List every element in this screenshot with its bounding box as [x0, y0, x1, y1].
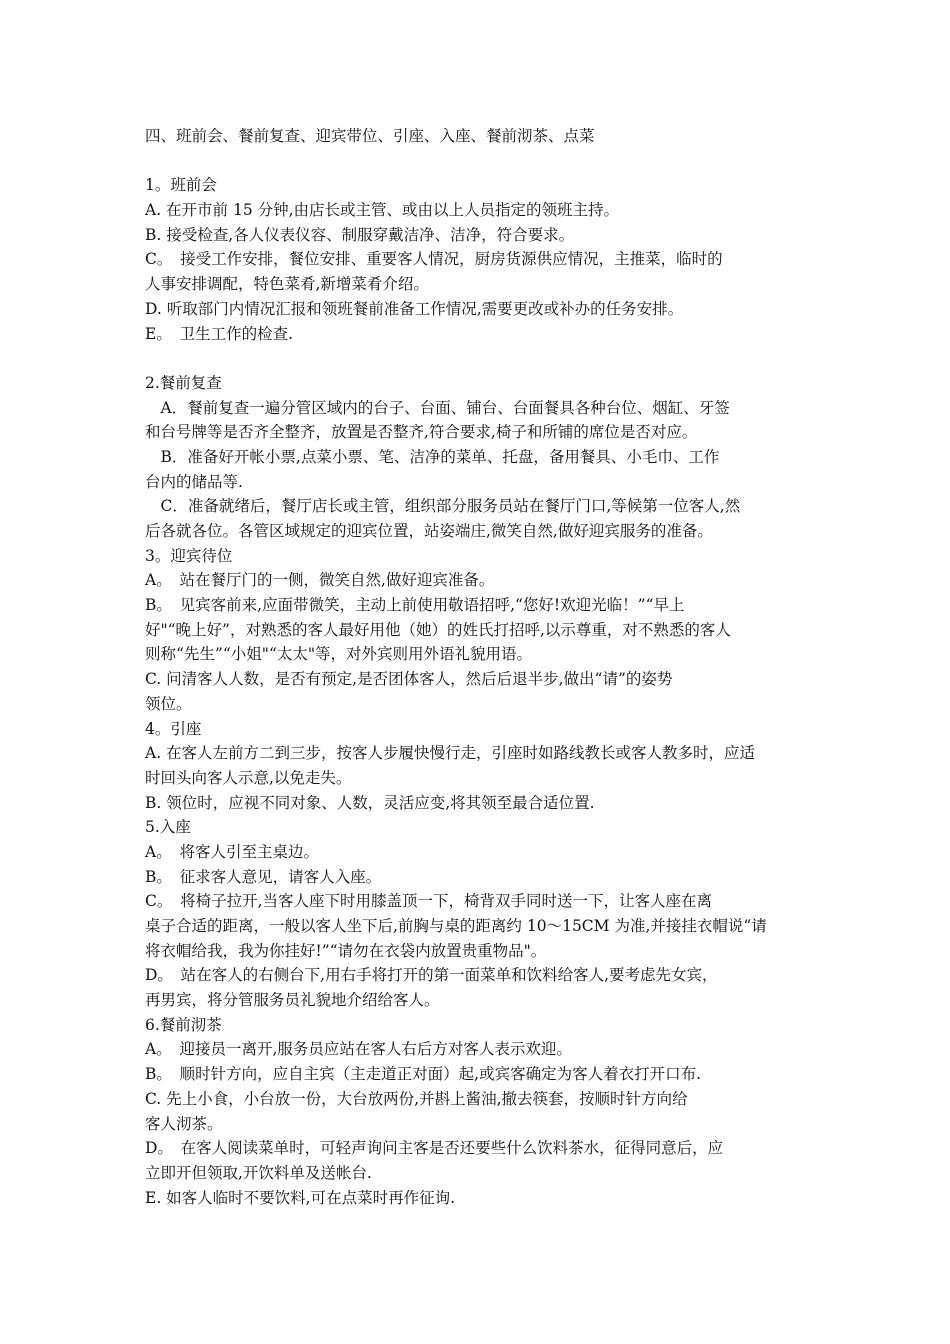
paragraph-line: 再男宾，将分管服务员礼貌地介绍给客人。: [145, 991, 440, 1010]
paragraph-line: 桌子合适的距离，一般以客人坐下后,前胸与桌的距离约 10～15CM 为准,并接挂衣帽说“请: [145, 917, 767, 935]
paragraph-line: 领位。: [145, 694, 192, 713]
paragraph-line: 立即开但领取,开饮料单及送帐台.: [145, 1163, 372, 1182]
section-heading: 1。班前会: [145, 176, 217, 195]
paragraph-line: B. 接受检查,各人仪表仪容、制服穿戴洁净、洁净，符合要求。: [145, 225, 575, 244]
section-heading: 4。引座: [145, 719, 202, 738]
section-heading: 6.餐前沏茶: [145, 1015, 222, 1034]
section-heading: 3。迎宾待位: [145, 546, 233, 565]
paragraph-line: A。 将客人引至主桌边。: [145, 842, 319, 861]
paragraph-line: A. 在开市前 15 分钟,由店长或主管、或由以上人员指定的领班主持。: [145, 201, 620, 220]
paragraph-line: D. 听取部门内情况汇报和领班餐前准备工作情况,需要更改或补办的任务安排。: [145, 299, 684, 318]
paragraph-line: D。 站在客人的右侧台下,用右手将打开的第一面菜单和饮料给客人,要考虑先女宾，: [145, 966, 718, 985]
paragraph-line: 人事安排调配，特色菜肴,新增菜肴介绍。: [145, 275, 429, 294]
paragraph-line: C. 问清客人人数，是否有预定,是否团体客人，然后后退半步,做出“请”的姿势: [145, 670, 673, 689]
spacer: [145, 149, 815, 174]
paragraph-line: C．准备就绪后，餐厅店长或主管，组织部分服务员站在餐厅门口,等候第一位客人,然: [145, 497, 741, 516]
paragraph-line: 客人沏茶。: [145, 1114, 223, 1133]
section-heading: 2.餐前复查: [145, 373, 222, 392]
paragraph-line: 台内的储品等.: [145, 472, 243, 491]
paragraph-line: A。 站在餐厅门的一侧，微笑自然,做好迎宾准备。: [145, 571, 495, 590]
paragraph-line: B。 见宾客前来,应面带微笑，主动上前使用敬语招呼,“您好!欢迎光临！”“早上: [145, 596, 685, 615]
paragraph-line: 时回头向客人示意,以免走失。: [145, 768, 352, 787]
paragraph-line: 好"“晚上好”，对熟悉的客人最好用他（她）的姓氏打招呼,以示尊重，对不熟悉的客人: [145, 620, 731, 639]
paragraph-line: C。 将椅子拉开,当客人座下时用膝盖顶一下，椅背双手同时送一下，让客人座在离: [145, 892, 713, 911]
paragraph-line: 将衣帽给我，我为你挂好!”“请勿在衣袋内放置贵重物品"。: [145, 941, 547, 960]
paragraph-line: C。 接受工作安排，餐位安排、重要客人情况，厨房货源供应情况，主推菜，临时的: [145, 250, 723, 269]
paragraph-line: E。 卫生工作的检查.: [145, 324, 293, 343]
document-body: [145, 124, 815, 1210]
paragraph-line: A. 在客人左前方二到三步，按客人步履快慢行走，引座时如路线教长或客人教多时，应适: [145, 744, 756, 763]
paragraph-line: 则称“先生”“小姐"“太太"等，对外宾则用外语礼貌用语。: [145, 645, 532, 664]
paragraph-line: C. 先上小食，小台放一份，大台放两份,并斟上酱油,撤去筷套，按顺时针方向给: [145, 1089, 688, 1108]
paragraph-line: 后各就各位。各管区域规定的迎宾位置，站姿端庄,微笑自然,做好迎宾服务的准备。: [145, 522, 713, 540]
paragraph-line: A．餐前复查一遍分管区域内的台子、台面、铺台、台面餐具各种台位、烟缸、牙签: [145, 398, 730, 417]
paragraph-line: B。 顺时针方向，应自主宾（主走道正对面）起,或宾客确定为客人着衣打开口布.: [145, 1065, 701, 1084]
paragraph-line: B. 领位时，应视不同对象、人数，灵活应变,将其领至最合适位置.: [145, 793, 595, 812]
spacer: [145, 346, 815, 371]
paragraph-line: A。 迎接员一离开,服务员应站在客人右后方对客人表示欢迎。: [145, 1040, 572, 1059]
paragraph-line: B。 征求客人意见，请客人入座。: [145, 867, 382, 886]
paragraph-line: B．准备好开帐小票,点菜小票、笔、洁净的菜单、托盘，备用餐具、小毛巾、工作: [145, 447, 720, 466]
paragraph-line: D。 在客人阅读菜单时，可轻声询问主客是否还要些什么饮料茶水，征得同意后，应: [145, 1139, 724, 1158]
section-heading: 5.入座: [145, 818, 191, 837]
document-title: 四、班前会、餐前复查、迎宾带位、引座、入座、餐前沏茶、点菜: [145, 127, 595, 145]
paragraph-line: 和台号牌等是否齐全整齐，放置是否整齐,符合要求,椅子和所铺的席位是否对应。: [145, 423, 698, 442]
paragraph-line: E. 如客人临时不要饮料,可在点菜时再作征询.: [145, 1188, 456, 1207]
